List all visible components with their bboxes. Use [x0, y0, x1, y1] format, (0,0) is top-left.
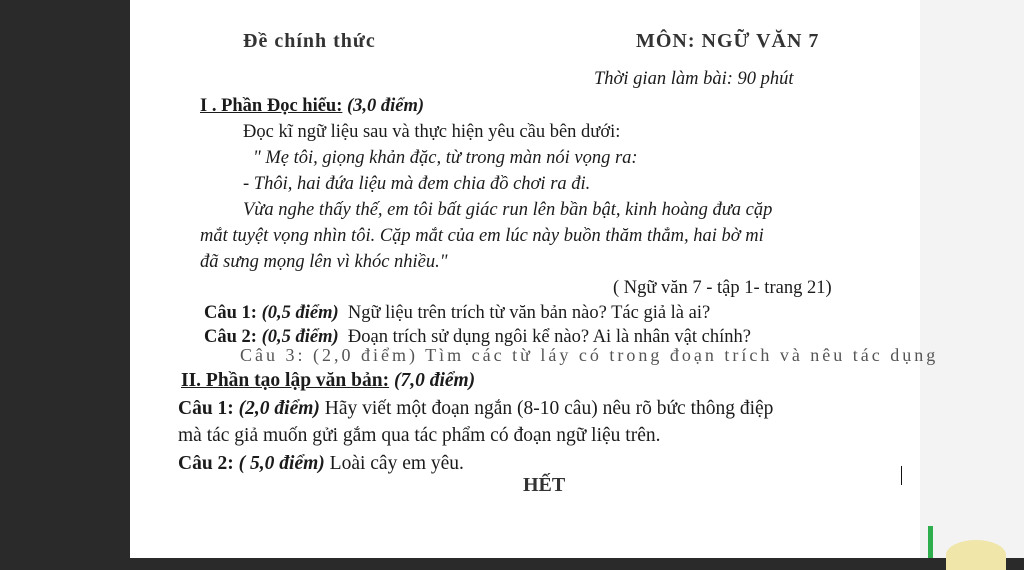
section2-question-2: Câu 2: ( 5,0 điểm) Loài cây em yêu. — [178, 453, 464, 474]
section1-title: I . Phần Đọc hiểu: — [200, 96, 343, 116]
section1-points: (3,0 điểm) — [347, 96, 425, 116]
passage-line-3: Vừa nghe thấy thế, em tôi bất giác run lên bần bật, kinh hoàng đưa cặp — [243, 200, 773, 220]
end-marker-cut: HẾT — [523, 474, 566, 496]
text-cursor — [901, 466, 902, 485]
cut-off-line — [240, 348, 860, 354]
section2-points: (7,0 điểm) — [393, 370, 476, 391]
section2-title: II. Phần tạo lập văn bản: — [181, 370, 390, 391]
time-limit: Thời gian làm bài: 90 phút — [594, 69, 794, 89]
section1-heading — [200, 94, 424, 118]
subject-cut: MÔN: NGỮ VĂN 7 — [636, 30, 820, 52]
passage-line-1: " Mẹ tôi, giọng khản đặc, từ trong màn nói vọng ra: — [253, 148, 638, 168]
passage-line-2: - Thôi, hai đứa liệu mà đem chia đồ chơi ra đi. — [243, 174, 591, 194]
mascot-icon — [946, 540, 1006, 570]
accent-bar — [928, 526, 933, 558]
exam-status-cut: Đề chính thức — [243, 30, 376, 52]
passage-source: ( Ngữ văn 7 - tập 1- trang 21) — [613, 278, 832, 298]
side-panel — [920, 0, 1024, 558]
instruction: Đọc kĩ ngữ liệu sau và thực hiện yêu cầu bên dưới: — [243, 122, 621, 142]
passage-line-4: mắt tuyệt vọng nhìn tôi. Cặp mắt của em lúc này buồn thăm thẳm, hai bờ mi — [200, 226, 764, 246]
section1-question-1: Câu 1: (0,5 điểm) Ngữ liệu trên trích từ văn bản nào? Tác giả là ai? — [204, 303, 711, 323]
section1-question-2: Câu 2: (0,5 điểm) Đoạn trích sử dụng ngôi kể nào? Ai là nhân vật chính? — [204, 327, 751, 347]
section2-question-1: Câu 1: (2,0 điểm) Hãy viết một đoạn ngắn (8-10 câu) nêu rõ bức thông điệp — [178, 398, 774, 419]
section2-question-1-cont: mà tác giả muốn gửi gắm qua tác phẩm có đoạn ngữ liệu trên. — [178, 425, 661, 446]
section2-heading — [181, 368, 475, 394]
passage-line-5: đã sưng mọng lên vì khóc nhiều." — [200, 252, 448, 272]
